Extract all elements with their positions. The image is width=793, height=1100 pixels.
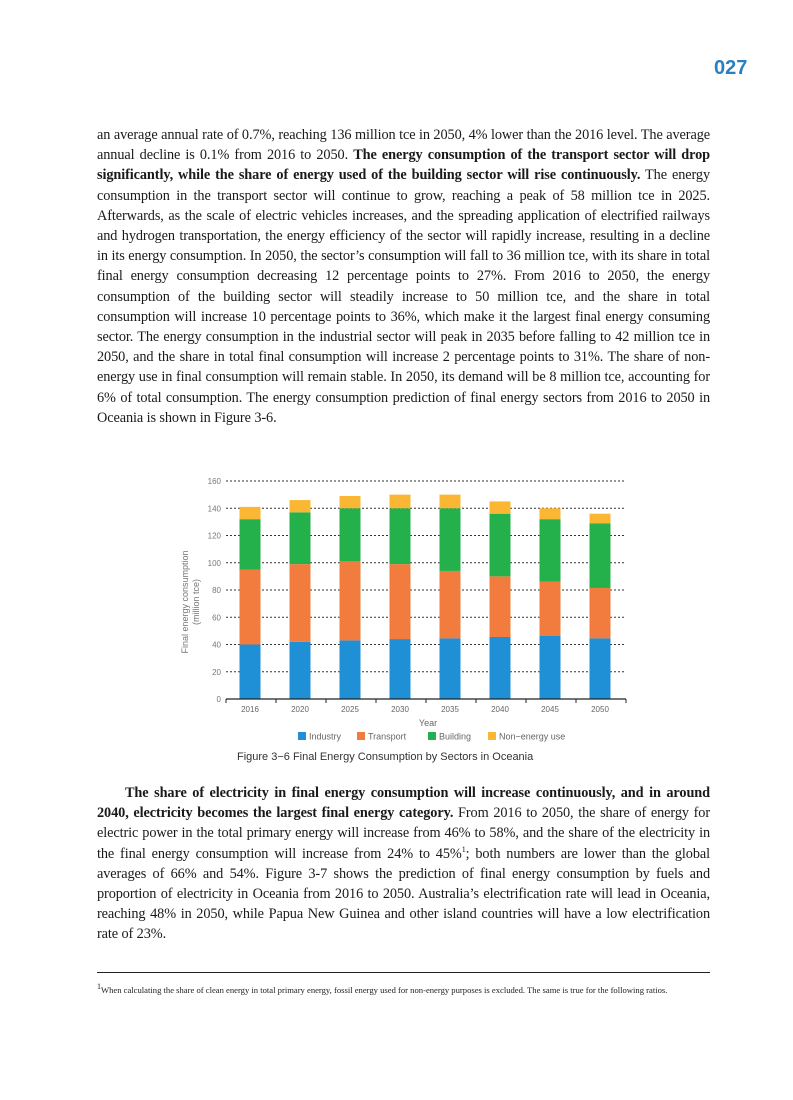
- paragraph-bold-text: The energy consumption of the transport sector will drop significantly, while the share of energy used of the building sector will rise continuously.: [97, 147, 710, 184]
- bar-segment-industry: [440, 638, 461, 699]
- bar-segment-transport: [390, 564, 411, 639]
- bar-segment-transport: [240, 570, 261, 645]
- bar-segment-industry: [240, 645, 261, 700]
- footnote-marker: 1: [97, 982, 101, 992]
- legend-swatch: [488, 732, 496, 740]
- legend-item: [357, 732, 407, 742]
- paragraph-text: The energy consumption in the transport sector will continue to grow, reaching a peak of 58 million tce in 2025. Afterwards, as the scale of electric vehicles increases, and the spreading application of electrified railways and hydrogen transportation, the energy efficiency of the sector will rapidly increase, resulting in a decline in its energy consumption. In 2050, the sector’s consumption will fall to 36 million tce, with its share in total final energy consumption decreasing 12 percentage points to 27%. From 2016 to 2050, the energy consumption of the building sector will steadily increase to 50 million tce, and the share in total consumption will increase 10 percentage points to 36%, which make it the largest final energy consuming sector. The energy consumption in the industrial sector will peak in 2035 before falling to 42 million tce in 2050, and the share in total final consumption will increase 2 percentage points to 31%. The share of non-energy use in final consumption will remain stable. In 2050, its demand will be 8 million tce, accounting for 6% of total consumption. The energy consumption prediction of final energy sectors from 2016 to 2050 in Oceania is shown in Figure 3-6.: [97, 167, 710, 426]
- bar-segment-non-energy-use: [340, 496, 361, 508]
- bar-segment-non-energy-use: [390, 495, 411, 509]
- bar-segment-building: [240, 519, 261, 569]
- bar-segment-building: [390, 508, 411, 564]
- y-tick-label: 60: [212, 613, 221, 623]
- legend-swatch: [357, 732, 365, 740]
- legend-item: [298, 732, 342, 742]
- y-tick-label: 100: [207, 558, 221, 568]
- legend-swatch: [298, 732, 306, 740]
- footnote: [97, 984, 710, 996]
- bar-segment-transport: [340, 561, 361, 640]
- y-tick-label: 120: [207, 531, 221, 541]
- y-axis-label: Final energy consumption: [180, 550, 190, 654]
- legend-swatch: [428, 732, 436, 740]
- paragraph-text: From 2016 to 2050, the share of energy for electric power in the total primary energy will increase from 46% to 58%, and the share of the electricity in the final energy consumption will increase from 24% to 45%: [97, 805, 710, 862]
- bar-segment-building: [290, 512, 311, 564]
- body-paragraph-1: [97, 125, 710, 428]
- y-tick-label: 0: [216, 695, 221, 704]
- bar-segment-industry: [590, 638, 611, 699]
- footnote-divider: [97, 972, 710, 973]
- bar-segment-industry: [290, 642, 311, 699]
- page-number: 027: [714, 57, 748, 79]
- bar-segment-non-energy-use: [540, 508, 561, 519]
- legend-item: [428, 732, 471, 742]
- y-axis-label-unit: (million tce): [191, 578, 201, 626]
- legend-label: Industry: [309, 731, 342, 742]
- legend-label: Transport: [368, 731, 407, 742]
- y-tick-label: 20: [212, 667, 221, 677]
- x-tick-label: 2035: [441, 705, 459, 714]
- x-tick-label: 2016: [241, 705, 259, 714]
- x-tick-label: 2025: [341, 705, 359, 714]
- x-axis-label: Year: [418, 718, 438, 728]
- bar-segment-industry: [340, 640, 361, 699]
- bar-segment-transport: [540, 582, 561, 636]
- legend-label: Building: [439, 731, 472, 742]
- y-tick-label: 80: [212, 586, 221, 595]
- bar-segment-non-energy-use: [590, 514, 611, 524]
- figure-3-6: [170, 470, 640, 770]
- x-tick-label: 2040: [491, 705, 509, 714]
- bars: [240, 495, 611, 699]
- x-tick-label: 2050: [591, 705, 609, 714]
- bar-segment-non-energy-use: [490, 501, 511, 513]
- legend: [298, 732, 565, 742]
- bar-segment-industry: [490, 637, 511, 699]
- body-paragraph-2: [97, 783, 710, 945]
- bar-segment-transport: [490, 576, 511, 637]
- bar-segment-non-energy-use: [240, 507, 261, 519]
- bar-segment-building: [540, 519, 561, 582]
- bar-segment-transport: [590, 588, 611, 638]
- bar-segment-building: [590, 523, 611, 588]
- stacked-bar-chart: [170, 470, 640, 770]
- footnote-text: When calculating the share of clean energy in total primary energy, fossil energy used for non-energy purposes is excluded. The same is true for the following ratios.: [101, 985, 668, 995]
- axes: [208, 477, 626, 714]
- paragraph-bold-text: The share of electricity in final energy consumption will increase continuously, and in around 2040, electricity becomes the largest final energy category.: [97, 785, 710, 822]
- x-tick-label: 2020: [291, 705, 309, 714]
- bar-segment-industry: [540, 636, 561, 699]
- bar-segment-building: [490, 514, 511, 577]
- y-tick-label: 140: [207, 504, 221, 514]
- footnote-ref: 1: [461, 844, 466, 854]
- bar-segment-industry: [390, 639, 411, 699]
- bar-segment-non-energy-use: [440, 495, 461, 509]
- y-tick-label: 40: [212, 640, 221, 650]
- x-tick-label: 2030: [391, 705, 409, 714]
- bar-segment-non-energy-use: [290, 500, 311, 512]
- paragraph-text: an average annual rate of 0.7%, reaching 136 million tce in 2050, 4% lower than the 2016 level. The average annual decline is 0.1% from 2016 to 2050.: [97, 127, 710, 164]
- gridlines: [226, 481, 626, 672]
- legend-label: Non−energy use: [499, 731, 566, 742]
- paragraph-text: ; both numbers are lower than the global averages of 66% and 54%. Figure 3-7 shows the prediction of final energy consumption by fuels and proportion of electricity in Oceania from 2016 to 2050. Australia’s electrification rate will lead in Oceania, reaching 48% in 2050, while Papua New Guinea and other island countries will have a low electrification rate of 23%.: [97, 845, 711, 943]
- bar-segment-transport: [440, 571, 461, 638]
- legend-item: [488, 732, 565, 742]
- bar-segment-transport: [290, 564, 311, 642]
- y-tick-label: 160: [207, 477, 221, 486]
- x-tick-label: 2045: [541, 705, 559, 714]
- figure-caption: Figure 3−6 Final Energy Consumption by Sectors in Oceania: [237, 751, 534, 763]
- bar-segment-building: [340, 508, 361, 561]
- bar-segment-building: [440, 508, 461, 571]
